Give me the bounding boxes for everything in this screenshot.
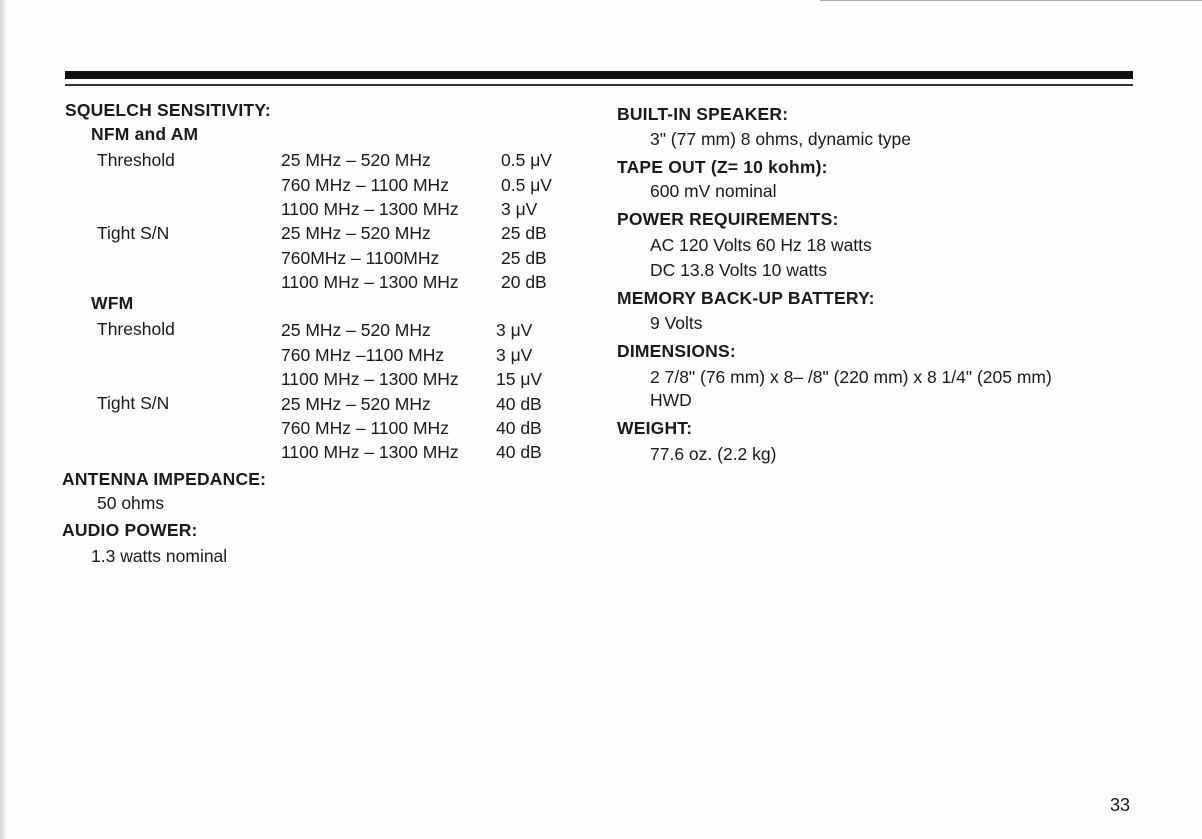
- spec-range: 760 MHz –1100 MHz: [281, 345, 445, 365]
- spec-value: 25 dB: [501, 223, 547, 243]
- spec-range: 760 MHz – 1100 MHz: [281, 418, 449, 438]
- audio-heading: AUDIO POWER:: [62, 520, 198, 540]
- spec-range: 1100 MHz – 1300 MHz: [281, 369, 459, 389]
- spec-range: 25 MHz – 520 MHz: [281, 150, 431, 170]
- spec-value: 3 μV: [496, 345, 533, 365]
- power-heading: POWER REQUIREMENTS:: [617, 209, 839, 229]
- page-edge-shadow: [0, 0, 6, 839]
- spec-range: 1100 MHz – 1300 MHz: [281, 199, 459, 219]
- wfm-tight-label: Tight S/N: [97, 393, 170, 413]
- spec-range: 1100 MHz – 1300 MHz: [281, 442, 459, 462]
- spec-value: 15 μV: [496, 369, 543, 389]
- speaker-heading: BUILT-IN SPEAKER:: [617, 104, 789, 124]
- spec-range: 25 MHz – 520 MHz: [281, 223, 431, 243]
- battery-heading: MEMORY BACK-UP BATTERY:: [617, 288, 875, 308]
- battery-value: 9 Volts: [650, 313, 703, 333]
- spec-value: 40 dB: [496, 394, 542, 414]
- spec-value: 3 μV: [496, 320, 533, 340]
- nfm-am-heading: NFM and AM: [91, 124, 199, 144]
- nfm-tight-label: Tight S/N: [97, 223, 170, 243]
- weight-heading: WEIGHT:: [617, 418, 693, 438]
- speaker-value: 3" (77 mm) 8 ohms, dynamic type: [650, 129, 912, 149]
- spec-value: 3 μV: [501, 199, 538, 219]
- scan-line: [820, 0, 1202, 1]
- spec-range: 760 MHz – 1100 MHz: [281, 175, 449, 195]
- spec-value: 0.5 μV: [501, 150, 552, 170]
- spec-range: 25 MHz – 520 MHz: [281, 394, 431, 414]
- dimensions-heading: DIMENSIONS:: [617, 341, 736, 361]
- power-ac: AC 120 Volts 60 Hz 18 watts: [650, 235, 872, 255]
- top-rule-thin: [65, 84, 1133, 86]
- tape-out-heading: TAPE OUT (Z= 10 kohm):: [617, 157, 828, 177]
- spec-range: 25 MHz – 520 MHz: [281, 320, 431, 340]
- wfm-threshold-label: Threshold: [97, 319, 175, 339]
- audio-value: 1.3 watts nominal: [91, 546, 228, 566]
- power-dc: DC 13.8 Volts 10 watts: [650, 260, 828, 280]
- spec-value: 40 dB: [496, 442, 542, 462]
- page-number: 33: [1110, 795, 1131, 815]
- nfm-threshold-label: Threshold: [97, 150, 175, 170]
- weight-value: 77.6 oz. (2.2 kg): [650, 444, 777, 464]
- antenna-heading: ANTENNA IMPEDANCE:: [62, 469, 267, 489]
- tape-out-value: 600 mV nominal: [650, 181, 777, 201]
- spec-value: 25 dB: [501, 248, 547, 268]
- dimensions-value: 2 7/8" (76 mm) x 8– /8" (220 mm) x 8 1/4" (205 mm): [650, 367, 1052, 387]
- spec-value: 20 dB: [501, 272, 547, 292]
- dimensions-order: HWD: [650, 390, 692, 410]
- antenna-value: 50 ohms: [97, 493, 165, 513]
- squelch-heading: SQUELCH SENSITIVITY:: [65, 100, 271, 120]
- spec-value: 0.5 μV: [501, 175, 552, 195]
- spec-value: 40 dB: [496, 418, 542, 438]
- spec-range: 760MHz – 1100MHz: [281, 248, 440, 268]
- top-rule-thick: [65, 71, 1133, 79]
- wfm-heading: WFM: [91, 293, 134, 313]
- spec-range: 1100 MHz – 1300 MHz: [281, 272, 459, 292]
